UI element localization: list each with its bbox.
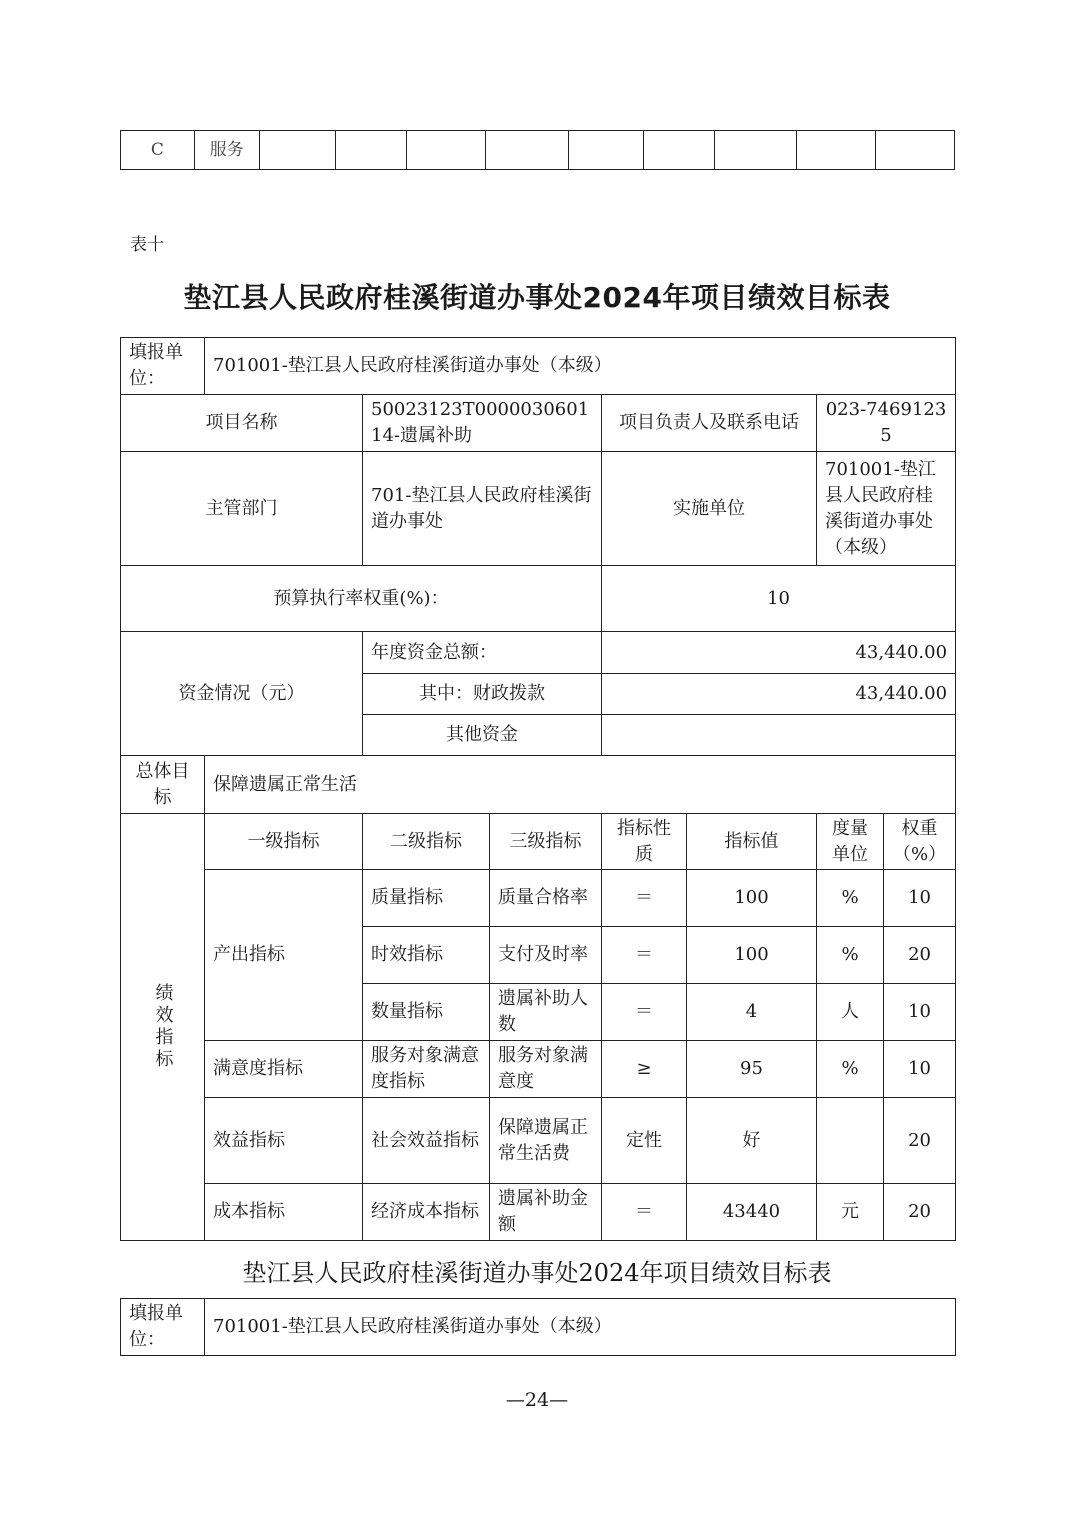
page-title: 垫江县人民政府桂溪街道办事处2024年项目绩效目标表 <box>183 281 891 314</box>
nature-cell: ＝ <box>602 870 687 927</box>
level3-cell: 遗属补助人数 <box>490 984 602 1041</box>
level3-cell: 服务对象满意度 <box>490 1041 602 1098</box>
other-funds-label: 其他资金 <box>363 715 602 756</box>
weight-cell: 20 <box>884 1098 956 1184</box>
weight-cell: 10 <box>884 984 956 1041</box>
dept-label: 主管部门 <box>121 452 363 566</box>
manager-value: 023-74691235 <box>817 395 956 452</box>
value-cell: 100 <box>687 870 817 927</box>
level1-cell: 成本指标 <box>205 1184 363 1241</box>
perf-indicators-label <box>121 814 205 1241</box>
fiscal-value: 43,440.00 <box>602 674 956 715</box>
level2-cell: 时效指标 <box>363 927 490 984</box>
weight-cell: 20 <box>884 927 956 984</box>
table-row <box>121 131 955 170</box>
empty-cell <box>643 131 715 170</box>
empty-cell <box>335 131 407 170</box>
table-row <box>121 395 956 452</box>
level2-cell: 社会效益指标 <box>363 1098 490 1184</box>
empty-cell <box>715 131 796 170</box>
fill-unit-label: 填报单位： <box>121 338 205 395</box>
empty-cell <box>486 131 568 170</box>
unit-cell: % <box>817 870 884 927</box>
nature-cell: ＝ <box>602 984 687 1041</box>
service-row-table <box>120 130 955 170</box>
category-name-cell: 服务 <box>194 131 259 170</box>
level3-cell: 遗属补助金额 <box>490 1184 602 1241</box>
value-cell: 43440 <box>687 1184 817 1241</box>
goal-value: 保障遗属正常生活 <box>205 756 956 814</box>
performance-target-table <box>120 337 956 1241</box>
goal-label: 总体目标 <box>121 756 205 814</box>
weight-cell: 10 <box>884 1041 956 1098</box>
table-row <box>121 452 956 566</box>
indicator-row <box>121 1041 956 1098</box>
annual-total-value: 43,440.00 <box>602 632 956 674</box>
unit-cell: 元 <box>817 1184 884 1241</box>
perf-indicators-text: 绩效指标 <box>152 983 174 1071</box>
header-level1: 一级指标 <box>205 814 363 870</box>
level1-cell: 满意度指标 <box>205 1041 363 1098</box>
indicator-row <box>121 1098 956 1184</box>
repeat-form-table <box>120 1298 956 1356</box>
manager-label: 项目负责人及联系电话 <box>602 395 817 452</box>
fill-unit-label: 填报单位： <box>121 1299 205 1356</box>
table-row <box>121 632 956 674</box>
fill-unit-value: 701001-垫江县人民政府桂溪街道办事处（本级） <box>205 1299 956 1356</box>
value-cell: 100 <box>687 927 817 984</box>
header-unit: 度量单位 <box>817 814 884 870</box>
header-level2: 二级指标 <box>363 814 490 870</box>
weight-cell: 10 <box>884 870 956 927</box>
dept-value: 701-垫江县人民政府桂溪街道办事处 <box>363 452 602 566</box>
fiscal-label: 其中：财政拨款 <box>363 674 602 715</box>
impl-unit-value: 701001-垫江县人民政府桂溪街道办事处（本级） <box>817 452 956 566</box>
table-label: 表十 <box>130 235 164 255</box>
budget-weight-value: 10 <box>602 566 956 632</box>
table-row <box>121 756 956 814</box>
page-number: —24— <box>505 1389 569 1411</box>
nature-cell: ＝ <box>602 927 687 984</box>
indicator-row <box>121 1184 956 1241</box>
nature-cell: ＝ <box>602 1184 687 1241</box>
category-code-cell: C <box>121 131 195 170</box>
table-row <box>121 1299 956 1356</box>
annual-total-label: 年度资金总额： <box>363 632 602 674</box>
empty-cell <box>796 131 875 170</box>
nature-cell: 定性 <box>602 1098 687 1184</box>
empty-cell <box>568 131 643 170</box>
level2-cell: 数量指标 <box>363 984 490 1041</box>
nature-cell: ≥ <box>602 1041 687 1098</box>
other-funds-value <box>602 715 956 756</box>
header-nature: 指标性质 <box>602 814 687 870</box>
fill-unit-value: 701001-垫江县人民政府桂溪街道办事处（本级） <box>205 338 956 395</box>
unit-cell: % <box>817 1041 884 1098</box>
value-cell: 4 <box>687 984 817 1041</box>
indicator-header-row <box>121 814 956 870</box>
table-row <box>121 566 956 632</box>
unit-cell: % <box>817 927 884 984</box>
empty-cell <box>407 131 486 170</box>
project-name-label: 项目名称 <box>121 395 363 452</box>
weight-cell: 20 <box>884 1184 956 1241</box>
level3-cell: 质量合格率 <box>490 870 602 927</box>
header-level3: 三级指标 <box>490 814 602 870</box>
level2-cell: 服务对象满意度指标 <box>363 1041 490 1098</box>
empty-cell <box>259 131 335 170</box>
value-cell: 95 <box>687 1041 817 1098</box>
indicator-row <box>121 870 956 927</box>
impl-unit-label: 实施单位 <box>602 452 817 566</box>
level3-cell: 支付及时率 <box>490 927 602 984</box>
repeat-title: 垫江县人民政府桂溪街道办事处2024年项目绩效目标表 <box>242 1259 832 1287</box>
unit-cell: 人 <box>817 984 884 1041</box>
project-name-value: 50023123T000003060114-遗属补助 <box>363 395 602 452</box>
header-weight: 权重（%） <box>884 814 956 870</box>
funds-label: 资金情况（元） <box>121 632 363 756</box>
header-value: 指标值 <box>687 814 817 870</box>
unit-cell <box>817 1098 884 1184</box>
level1-cell: 效益指标 <box>205 1098 363 1184</box>
budget-weight-label: 预算执行率权重(%)： <box>121 566 602 632</box>
table-row <box>121 338 956 395</box>
empty-cell <box>875 131 954 170</box>
level2-cell: 质量指标 <box>363 870 490 927</box>
value-cell: 好 <box>687 1098 817 1184</box>
level1-cell: 产出指标 <box>205 870 363 1041</box>
level3-cell: 保障遗属正常生活费 <box>490 1098 602 1184</box>
level2-cell: 经济成本指标 <box>363 1184 490 1241</box>
